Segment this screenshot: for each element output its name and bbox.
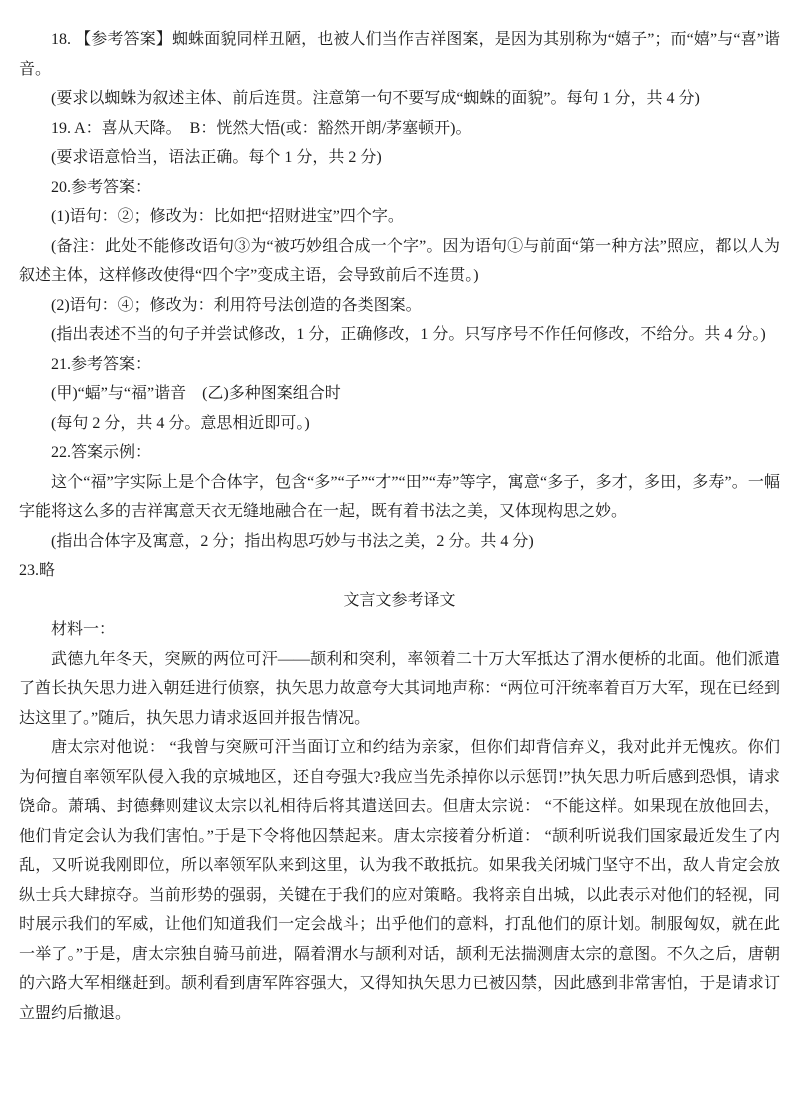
- grading-note-20: (指出表述不当的句子并尝试修改，1 分，正确修改，1 分。只写序号不作任何修改，不给分。共 4 分。): [51, 326, 766, 343]
- answer-22-heading: 22.答案示例：: [51, 444, 152, 461]
- material-1-paragraph-1: 武德九年冬天，突厥的两位可汗——颉利和突利，率领着二十万大军抵达了渭水便桥的北面。他们派遣了酋长执矢思力进入朝廷进行侦察，执矢思力故意夸大其词地声称：“两位可汗统率着百万大军，现在已经到达这里了。”随后，执矢思力请求返回并报告情况。: [19, 650, 780, 727]
- material-1-paragraph-2: 唐太宗对他说： “我曾与突厥可汗当面订立和约结为亲家，但你们却背信弃义，我对此并无愧疚。你们为何擅自率领军队侵入我的京城地区，还自夸强大?我应当先杀掉你以示惩罚!”执矢思力听后感到恐惧，请求饶命。萧瑀、封德彝则建议太宗以礼相待后将其遣送回去。但唐太宗说： “不能这样。如果现在放他回去，他们肯定会认为我们害怕。”于是下令将他囚禁起来。唐太宗接着分析道： “颉利听说我们国家最近发生了内乱，又听说我刚即位，所以率领军队来到这里，认为我不敢抵抗。如果我关闭城门坚守不出，敌人肯定会放纵士兵大肆掠夺。当前形势的强弱，关键在于我们的应对策略。我将亲自出城，以此表示对他们的轻视，同时展示我们的军威，让他们知道我们一定会战斗；出乎他们的意料，打乱他们的原计划。制服匈奴，就在此一举了。”于是，唐太宗独自骑马前进，隔着渭水与颉利对话，颉利无法揣测唐太宗的意图。不久之后，唐朝的六路大军相继赶到。颉利看到唐军阵容强大，又得知执矢思力已被囚禁，因此感到非常害怕，于是请求订立盟约后撤退。: [19, 739, 780, 1022]
- answer-20-note: (备注：此处不能修改语句③为“被巧妙组合成一个字”。因为语句①与前面“第一种方法”照应，都以人为叙述主体，这样修改使得“四个字”变成主语，会导致前后不连贯。): [19, 237, 780, 284]
- answer-21-body: (甲)“蝠”与“福”谐音 (乙)多种图案组合时: [51, 385, 341, 402]
- answer-20-item-1: (1)语句：②；修改为：比如把“招财进宝”四个字。: [51, 208, 404, 225]
- answer-23: 23.略: [19, 562, 56, 579]
- answer-22-body: 这个“福”字实际上是个合体字，包含“多”“子”“才”“田”“寿”等字，寓意“多子，多才，多田，多寿”。一幅字能将这么多的吉祥寓意天衣无缝地融合在一起，既有着书法之美，又体现构思之妙。: [19, 473, 780, 520]
- grading-note-22: (指出合体字及寓意，2 分；指出构思巧妙与书法之美，2 分。共 4 分): [51, 532, 534, 550]
- grading-note-19: (要求语意恰当，语法正确。每个 1 分，共 2 分): [51, 149, 382, 166]
- material-1-label: 材料一：: [51, 621, 116, 638]
- answer-21-heading: 21.参考答案：: [51, 355, 152, 373]
- answer-18: 18. 【参考答案】蜘蛛面貌同样丑陋，也被人们当作吉祥图案，是因为其别称为“嬉子”；而“嬉”与“喜”谐音。: [19, 31, 780, 78]
- grading-note-21: (每句 2 分，共 4 分。意思相近即可。): [51, 414, 310, 432]
- translation-section-title: 文言文参考译文: [343, 591, 456, 609]
- answer-20-heading: 20.参考答案：: [51, 178, 152, 196]
- answer-20-item-2: (2)语句：④；修改为：利用符号法创造的各类图案。: [51, 296, 422, 314]
- answer-19: 19. A：喜从天降。 B：恍然大悟(或：豁然开朗/茅塞顿开)。: [51, 119, 472, 137]
- grading-note-18: (要求以蜘蛛为叙述主体、前后连贯。注意第一句不要写成“蜘蛛的面貌”。每句 1 分，共 4 分): [51, 90, 700, 107]
